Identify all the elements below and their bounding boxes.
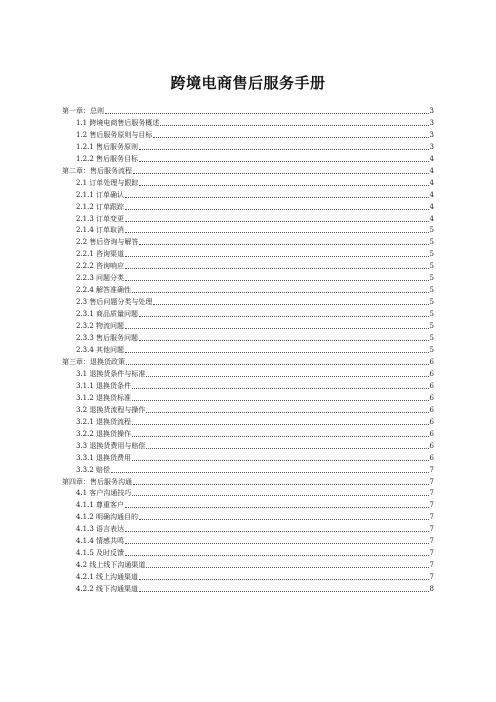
toc-entry-label: 2.1.4 订单取消 [76, 226, 125, 235]
toc-dot-leader [132, 495, 428, 496]
toc-entry[interactable] [62, 235, 434, 247]
toc-entry[interactable] [62, 558, 434, 570]
toc-entry-label: 2.1 订单处理与跟踪 [76, 178, 139, 187]
toc-page-number: 5 [429, 346, 434, 355]
toc-entry[interactable] [62, 510, 434, 522]
toc-entry[interactable] [62, 259, 434, 271]
toc-entry-label: 2.1.3 订单变更 [76, 214, 125, 223]
toc-page-number: 6 [429, 405, 434, 414]
toc-entry-label: 4.1.3 语言表达 [76, 525, 125, 534]
toc-dot-leader [133, 173, 429, 174]
toc-page-number: 6 [429, 417, 434, 426]
toc-entry[interactable] [62, 140, 434, 152]
toc-entry[interactable] [62, 367, 434, 379]
toc-entry[interactable] [62, 379, 434, 391]
toc-page-number: 7 [429, 537, 434, 546]
toc-entry[interactable] [62, 331, 434, 343]
toc-dot-leader [132, 388, 428, 389]
toc-entry-label: 2.2.2 咨询响应 [76, 262, 125, 271]
toc-entry-label: 3.3.2 赔偿 [76, 465, 111, 474]
toc-page-number: 5 [429, 322, 434, 331]
toc-page-number: 8 [429, 585, 434, 594]
toc-page-number: 5 [429, 310, 434, 319]
toc-entry-label: 2.2.4 解答准确性 [76, 286, 132, 295]
toc-page-number: 7 [429, 513, 434, 522]
toc-entry-label: 第三章：退换货政策 [62, 357, 125, 366]
toc-entry[interactable] [62, 200, 434, 212]
toc-entry[interactable] [62, 319, 434, 331]
toc-page-number: 5 [429, 226, 434, 235]
toc-entry-label: 1.2.1 售后服务原则 [76, 142, 139, 151]
toc-entry[interactable] [62, 104, 434, 116]
toc-dot-leader [125, 328, 428, 329]
toc-page-number: 5 [429, 250, 434, 259]
toc-entry[interactable] [62, 475, 434, 487]
toc-dot-leader [132, 424, 428, 425]
toc-entry-label: 2.2.1 咨询渠道 [76, 250, 125, 259]
toc-entry[interactable] [62, 391, 434, 403]
toc-dot-leader [139, 579, 428, 580]
toc-page-number: 7 [429, 465, 434, 474]
toc-page-number: 6 [429, 357, 434, 366]
toc-page-number: 7 [429, 489, 434, 498]
toc-entry-label: 3.3.1 退换货费用 [76, 453, 132, 462]
toc-entry-label: 4.2 线上线下沟通渠道 [76, 561, 146, 570]
toc-entry[interactable] [62, 283, 434, 295]
toc-entry[interactable] [62, 116, 434, 128]
toc-entry-label: 2.2 售后咨询与解答 [76, 238, 139, 247]
toc-entry-label: 3.1.2 退换货标准 [76, 393, 132, 402]
toc-dot-leader [139, 519, 428, 520]
toc-entry-label: 2.3.4 其他问题 [76, 346, 125, 355]
toc-page-number: 4 [429, 166, 434, 175]
toc-dot-leader [139, 244, 428, 245]
toc-page-number: 5 [429, 334, 434, 343]
toc-entry-label: 第一章：总则 [62, 106, 104, 115]
toc-entry-label: 4.1.4 情感共鸣 [76, 537, 125, 546]
toc-entry[interactable] [62, 582, 434, 594]
toc-page-number: 3 [429, 142, 434, 151]
toc-entry[interactable] [62, 522, 434, 534]
toc-page-number: 5 [429, 298, 434, 307]
toc-dot-leader [132, 460, 428, 461]
toc-dot-leader [146, 376, 428, 377]
toc-dot-leader [125, 352, 428, 353]
toc-entry-label: 第四章：售后服务沟通 [62, 477, 132, 486]
toc-entry[interactable] [62, 271, 434, 283]
toc-entry[interactable] [62, 403, 434, 415]
toc-dot-leader [146, 567, 428, 568]
toc-entry-label: 2.2.3 问题分类 [76, 274, 125, 283]
toc-page-number: 7 [429, 525, 434, 534]
toc-page-number: 5 [429, 238, 434, 247]
toc-entry[interactable] [62, 498, 434, 510]
toc-dot-leader [132, 400, 428, 401]
toc-page-number: 5 [429, 262, 434, 271]
toc-entry-label: 4.1.2 明确沟通目的 [76, 513, 139, 522]
toc-dot-leader [126, 364, 429, 365]
toc-page-number: 3 [429, 118, 434, 127]
toc-page-number: 4 [429, 154, 434, 163]
toc-dot-leader [160, 125, 428, 126]
document-title: 跨境电商售后服务手册 [170, 74, 326, 92]
toc-entry-label: 4.1.5 及时反馈 [76, 549, 125, 558]
toc-entry-label: 2.3 售后问题分类与处理 [76, 298, 153, 307]
toc-entry[interactable] [62, 534, 434, 546]
toc-entry[interactable] [62, 152, 434, 164]
toc-entry[interactable] [62, 415, 434, 427]
toc-entry-label: 4.2.1 线上沟通渠道 [76, 573, 139, 582]
toc-page-number: 6 [429, 453, 434, 462]
toc-entry[interactable] [62, 164, 434, 176]
toc-page-number: 3 [429, 106, 434, 115]
toc-entry[interactable] [62, 427, 434, 439]
toc-dot-leader [125, 555, 428, 556]
toc-page-number: 6 [429, 369, 434, 378]
toc-entry[interactable] [62, 307, 434, 319]
toc-page-number: 6 [429, 393, 434, 402]
toc-dot-leader [133, 484, 429, 485]
toc-entry[interactable] [62, 355, 434, 367]
toc-dot-leader [139, 340, 428, 341]
toc-page-number: 4 [429, 202, 434, 211]
toc-entry[interactable] [62, 188, 434, 200]
toc-dot-leader [111, 472, 428, 473]
toc-dot-leader [125, 209, 428, 210]
toc-entry[interactable] [62, 295, 434, 307]
toc-entry[interactable] [62, 247, 434, 259]
toc-entry[interactable] [62, 212, 434, 224]
toc-entry[interactable] [62, 546, 434, 558]
toc-page-number: 6 [429, 441, 434, 450]
toc-page-number: 7 [429, 549, 434, 558]
toc-page-number: 7 [429, 501, 434, 510]
toc-dot-leader [132, 292, 428, 293]
toc-dot-leader [125, 232, 428, 233]
toc-entry-label: 3.1 退换货条件与标准 [76, 369, 146, 378]
toc-entry[interactable] [62, 463, 434, 475]
toc-entry[interactable] [62, 224, 434, 236]
toc-entry-label: 第二章：售后服务流程 [62, 166, 132, 175]
toc-dot-leader [146, 448, 428, 449]
toc-dot-leader [125, 268, 428, 269]
toc-entry-label: 2.1.1 订单确认 [76, 190, 125, 199]
toc-entry-label: 4.1.1 尊重客户 [76, 501, 125, 510]
toc-entry-label: 3.2.1 退换货流程 [76, 417, 132, 426]
toc-dot-leader [125, 280, 428, 281]
toc-dot-leader [125, 197, 428, 198]
toc-dot-leader [139, 185, 428, 186]
toc-dot-leader [125, 507, 428, 508]
toc-entry[interactable] [62, 570, 434, 582]
toc-entry-label: 3.1.1 退换货条件 [76, 381, 132, 390]
toc-entry[interactable] [62, 439, 434, 451]
toc-entry-label: 2.3.3 售后服务问题 [76, 334, 139, 343]
toc-dot-leader [139, 591, 428, 592]
toc-dot-leader [125, 221, 428, 222]
toc-page-number: 5 [429, 286, 434, 295]
toc-entry[interactable] [62, 451, 434, 463]
toc-dot-leader [146, 412, 428, 413]
toc-dot-leader [139, 316, 428, 317]
toc-entry-label: 2.1.2 订单跟踪 [76, 202, 125, 211]
toc-page-number: 7 [429, 561, 434, 570]
toc-dot-leader [153, 137, 428, 138]
toc-dot-leader [125, 531, 428, 532]
toc-entry[interactable] [62, 128, 434, 140]
toc-entry-label: 3.3 退换货费用与赔偿 [76, 441, 146, 450]
toc-dot-leader [139, 161, 428, 162]
toc-page-number: 6 [429, 429, 434, 438]
toc-dot-leader [105, 113, 429, 114]
toc-dot-leader [132, 436, 428, 437]
toc-entry[interactable] [62, 176, 434, 188]
toc-page-number: 7 [429, 573, 434, 582]
toc-entry[interactable] [62, 487, 434, 499]
toc-dot-leader [153, 304, 428, 305]
toc-dot-leader [125, 256, 428, 257]
toc-page-number: 4 [429, 178, 434, 187]
toc-entry-label: 3.2 退换货流程与操作 [76, 405, 146, 414]
toc-entry-label: 3.2.2 退换货操作 [76, 429, 132, 438]
toc-page-number: 4 [429, 190, 434, 199]
toc-entry-label: 2.3.1 商品质量问题 [76, 310, 139, 319]
toc-entry-label: 4.2.2 线下沟通渠道 [76, 585, 139, 594]
toc-page-number: 4 [429, 214, 434, 223]
toc-entry-label: 1.1 跨境电商售后服务概述 [76, 118, 160, 127]
toc-page-number: 3 [429, 130, 434, 139]
toc-page-number: 7 [429, 477, 434, 486]
toc-entry-label: 1.2.2 售后服务目标 [76, 154, 139, 163]
toc-dot-leader [139, 149, 428, 150]
toc-entry-label: 2.3.2 物流问题 [76, 322, 125, 331]
toc-page-number: 6 [429, 381, 434, 390]
toc-page-number: 5 [429, 274, 434, 283]
toc-dot-leader [125, 543, 428, 544]
toc-entry-label: 1.2 售后服务原则与目标 [76, 130, 153, 139]
table-of-contents [62, 104, 434, 594]
toc-entry[interactable] [62, 343, 434, 355]
toc-entry-label: 4.1 客户沟通技巧 [76, 489, 132, 498]
